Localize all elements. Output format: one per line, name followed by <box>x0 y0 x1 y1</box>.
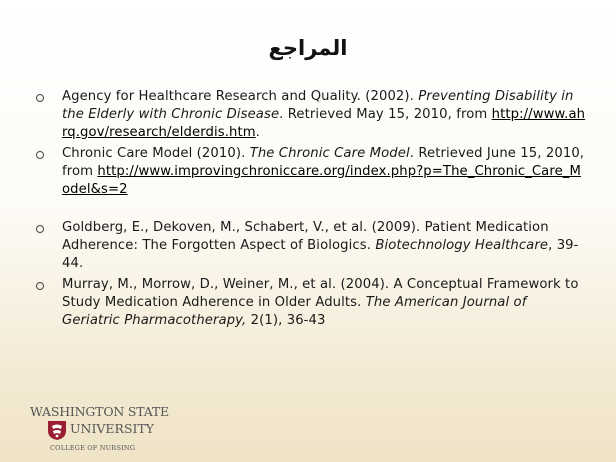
bullet-icon <box>36 225 44 233</box>
reference-text: . Retrieved June 15, 2010, from <box>62 146 585 179</box>
list-item <box>36 276 588 330</box>
reference-title: Preventing Disability in the Elderly with Chronic Disease <box>62 89 574 122</box>
list-item <box>36 88 588 142</box>
bullet-icon <box>36 94 44 102</box>
reference-list <box>36 88 588 333</box>
cougar-head-icon <box>46 419 68 441</box>
logo-text-line2: UNIVERSITY <box>70 421 155 436</box>
university-logo <box>30 404 169 454</box>
reference-text: 2(1), 36-43 <box>246 313 326 328</box>
reference-link[interactable]: http://www.improvingchroniccare.org/index.php?p=The_Chronic_Care_Model&s=2 <box>62 164 581 197</box>
reference-link[interactable]: http://www.ahrq.gov/research/elderdis.htm <box>62 107 586 140</box>
reference-text: . <box>255 125 260 140</box>
logo-text-line1: WASHINGTON STATE <box>30 404 169 419</box>
logo-text-line3: COLLEGE OF NURSING <box>50 444 136 452</box>
reference-text: , 39-44. <box>62 238 579 271</box>
list-item <box>36 145 588 199</box>
reference-text: Goldberg, E., Dekoven, M., Schabert, V., et al. (2009). Patient Medication Adherence: The Forgotten Aspect of Biologics. <box>62 220 549 253</box>
reference-title: Biotechnology Healthcare <box>375 238 549 253</box>
reference-text: Chronic Care Model (2010). <box>62 146 250 161</box>
page-title: المراجع <box>268 36 348 60</box>
reference-title: The American Journal of Geriatric Pharmacotherapy, <box>62 295 527 328</box>
list-item <box>36 219 588 273</box>
reference-text: . Retrieved May 15, 2010, from <box>279 107 492 122</box>
reference-text: Agency for Healthcare Research and Quality. (2002). <box>62 89 419 104</box>
bullet-icon <box>36 282 44 290</box>
bullet-icon <box>36 151 44 159</box>
reference-text: Murray, M., Morrow, D., Weiner, M., et al. (2004). A Conceptual Framework to Study Medication Adherence in Older Adults. <box>62 277 579 310</box>
reference-title: The Chronic Care Model <box>249 146 410 161</box>
